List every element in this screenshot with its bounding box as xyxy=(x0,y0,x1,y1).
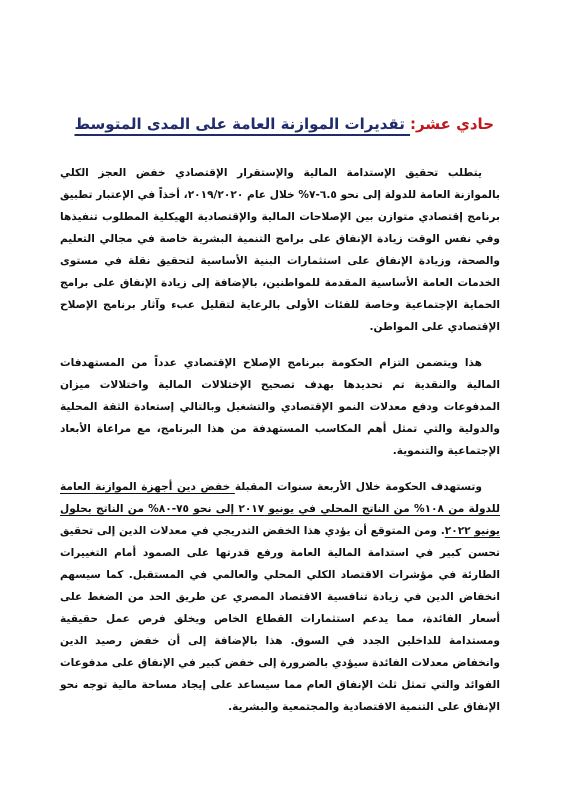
paragraph-fiscal-sustainability xyxy=(60,162,500,338)
heading-separator: : xyxy=(410,115,417,133)
paragraph-lead-text: وتستهدف الحكومة خلال الأربعة سنوات المقبلة xyxy=(234,481,482,493)
debt-target-highlight: خفض دين أجهزة الموازنة العامة للدولة من ١٠٨% من الناتج المحلي في يونيو ٢٠١٧ إلى نحو ٧٥-٨٠% من الناتج بحلول يونيو ٢٠٢٢ xyxy=(60,481,500,537)
paragraph-reform-targets xyxy=(60,352,500,462)
section-heading xyxy=(60,110,500,138)
section-title: تقديرات الموازنة العامة على المدى المتوسط xyxy=(74,115,411,133)
paragraph-text: هذا ويتضمن التزام الحكومة ببرنامج الإصلاح الإقتصادي عدداً من المستهدفات المالية والنقدية تم تحديدها بهدف تصحيح الإختلالات المالية واختلالات ميزان المدفوعات ودفع معدلات النمو الإقتصادي والتشغيل وبالتالي إستعادة الثقة المحلية والدولية والتي تمثل أهم المكاسب المستهدفة من هذا البرنامج، مع مراعاة الأبعاد الإجتماعية والتنموية. xyxy=(60,357,500,457)
section-number-label: حادي عشر xyxy=(416,115,494,133)
paragraph-debt-reduction xyxy=(60,476,500,718)
paragraph-rest-text: . ومن المتوقع أن يؤدي هذا الخفض التدريجي في معدلات الدين إلى تحقيق تحسن كبير في استدامة المالية العامة ورفع قدرتها على الصمود أمام التغييرات الطارئة في مؤشرات الاقتصاد الكلي المحلي والعالمي في المستقبل. كما سيسهم انخفاض الدين في زيادة تنافسية الاقتصاد المصري عن طريق الحد من الضغط على أسعار الفائدة، مما يدعم استثمارات القطاع الخاص ويخلق فرص عمل حقيقية ومستدامة للداخلين الجدد في السوق. هذا بالإضافة إلى أن خفض رصيد الدين وانخفاض معدلات الفائدة سيؤدي بالضرورة إلى خفض كبير في الإنفاق على مدفوعات الفوائد والتي تمثل ثلث الإنفاق العام مما سيساعد على إيجاد مساحة مالية توجه نحو الإنفاق على التنمية الاقتصادية والمجتمعية والبشرية. xyxy=(60,525,500,713)
paragraph-text: يتطلب تحقيق الإستدامة المالية والإستقرار الإقتصادي خفض العجز الكلي بالموازنة العامة للدولة إلى نحو ٦.٥-٧% خلال عام ٢٠١٩/٢٠٢٠، أخذاً في الإعتبار تطبيق برنامج إقتصادي متوازن بين الإصلاحات المالية والإقتصادية الهيكلية المطلوب تنفيذها وفي نفس الوقت زيادة الإنفاق على برامج التنمية البشرية خاصة في مجالي التعليم والصحة، وزيادة الإنفاق على استثمارات البنية الأساسية لتحقيق نقلة في مستوى الخدمات العامة الأساسية المقدمة للمواطنين، بالإضافة إلى زيادة الإنفاق على برامج الحماية الإجتماعية وخاصة للفئات الأولى بالرعاية لتقليل عبء وآثار برنامج الإصلاح الإقتصادي على المواطن. xyxy=(60,167,500,333)
